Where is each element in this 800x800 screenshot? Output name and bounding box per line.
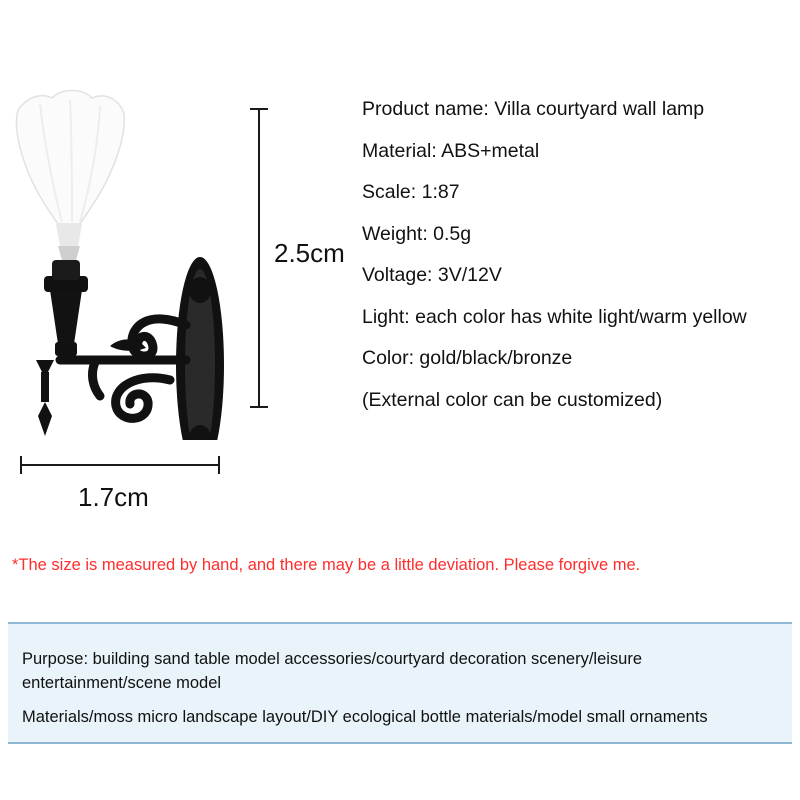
width-dimension-line xyxy=(20,464,220,466)
purpose-panel xyxy=(8,622,792,744)
spec-light: Light: each color has white light/warm yellow xyxy=(362,305,747,328)
lamp-shade-icon xyxy=(16,91,124,261)
height-dimension-label: 2.5cm xyxy=(274,238,345,268)
product-photo xyxy=(0,0,250,440)
finial-icon xyxy=(36,360,54,436)
height-dimension xyxy=(248,100,358,430)
spec-weight: Weight: 0.5g xyxy=(362,222,472,245)
purpose-text-primary: Purpose: building sand table model accessories/courtyard decoration scenery/leisure entertainment/scene model xyxy=(22,650,643,692)
lamp-stem-icon xyxy=(44,260,88,356)
measurement-disclaimer: *The size is measured by hand, and there may be a little deviation. Please forgive me. xyxy=(12,556,641,574)
wall-lamp-illustration xyxy=(0,60,250,440)
width-dimension xyxy=(10,440,240,520)
height-dimension-line xyxy=(258,108,260,408)
spec-voltage: Voltage: 3V/12V xyxy=(362,264,502,286)
spec-scale: Scale: 1:87 xyxy=(362,181,460,203)
width-dimension-cap-right xyxy=(218,456,220,474)
spec-custom-color-note: (External color can be customized) xyxy=(362,388,663,411)
spec-material: Material: ABS+metal xyxy=(362,139,540,162)
purpose-text-secondary: Materials/moss micro landscape layout/DIY ecological bottle materials/model small ornaments xyxy=(22,707,708,726)
specification-list xyxy=(362,100,792,432)
wall-plate-icon xyxy=(176,257,224,440)
height-dimension-cap-bottom xyxy=(250,406,268,408)
spec-color: Color: gold/black/bronze xyxy=(362,347,573,369)
spec-product-name: Product name: Villa courtyard wall lamp xyxy=(362,98,705,120)
width-dimension-label: 1.7cm xyxy=(78,482,149,512)
